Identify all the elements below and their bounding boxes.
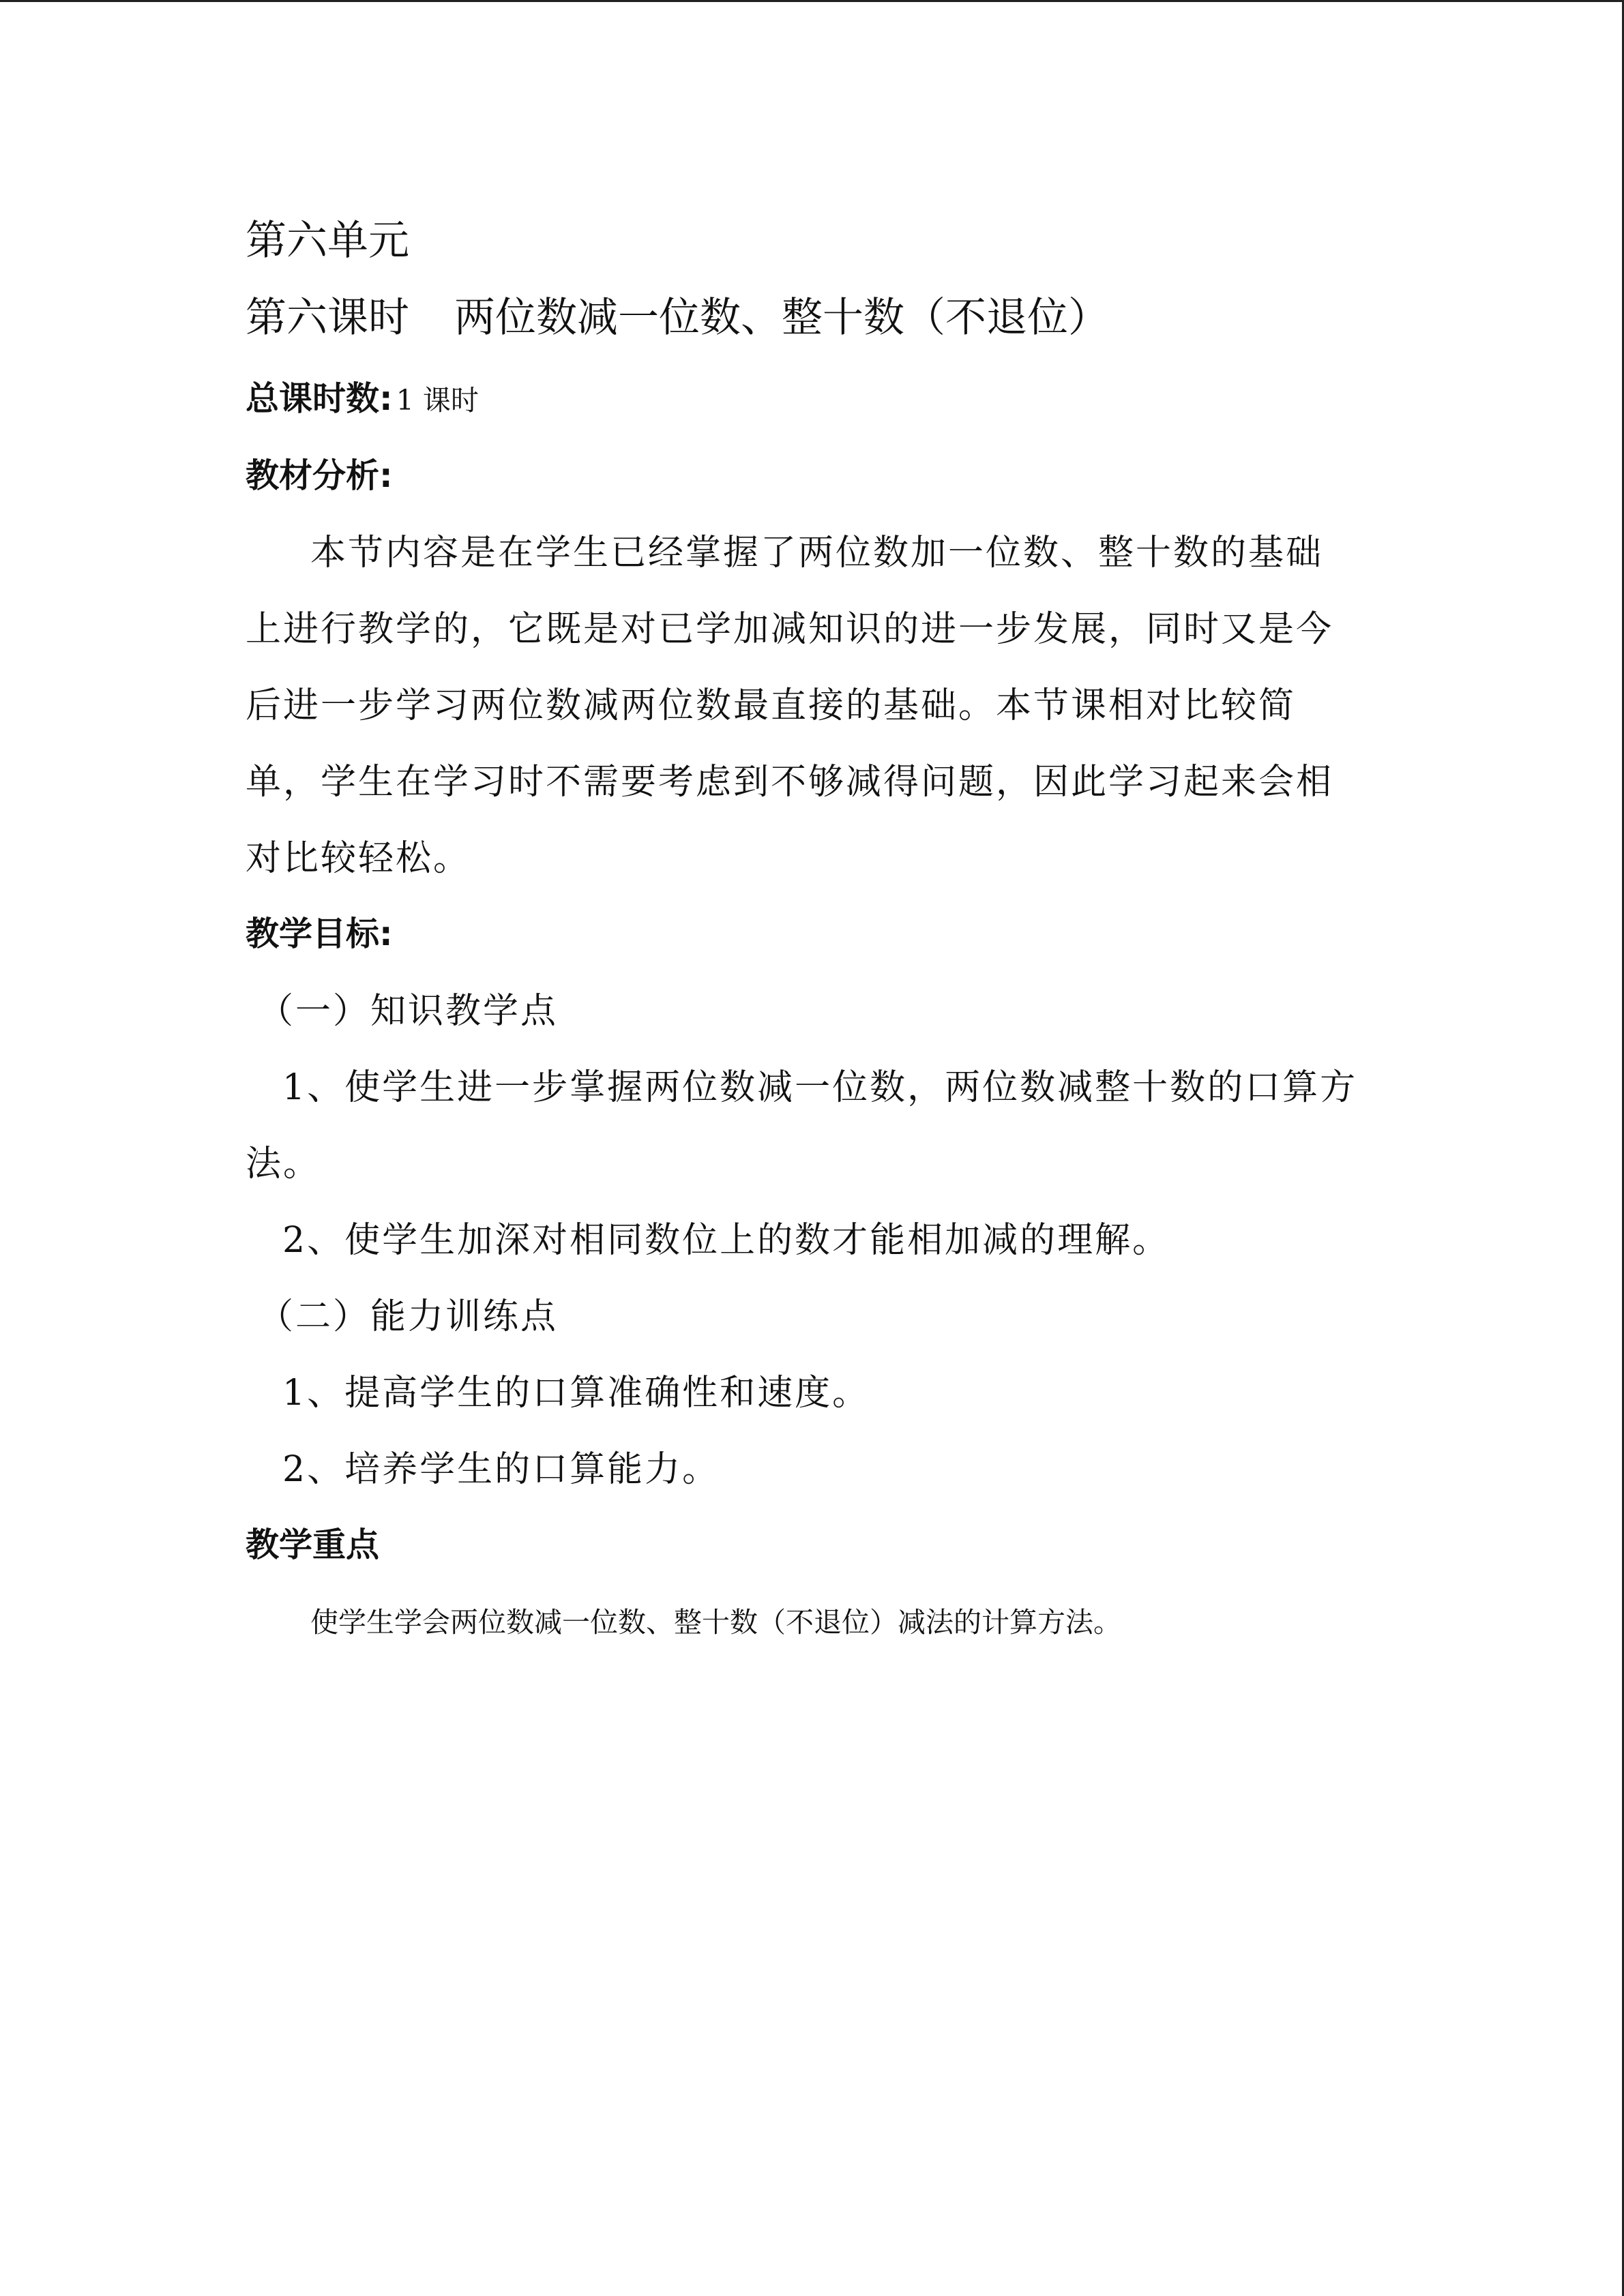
analysis-line: 上进行教学的，它既是对已学加减知识的进一步发展，同时又是今 [246, 609, 1334, 650]
key-points-heading: 教学重点 [246, 1525, 380, 1564]
teaching-goals-heading: 教学目标: [246, 914, 393, 953]
total-hours-label: 总课时数: [246, 379, 393, 418]
knowledge-item: 法。 [246, 1144, 321, 1184]
ability-item: 1、提高学生的口算准确性和速度。 [282, 1373, 870, 1414]
lesson-name: 两位数减一位数、整十数（不退位） [454, 294, 1109, 342]
knowledge-item: 1、使学生进一步掌握两位数减一位数，两位数减整十数的口算方 [282, 1067, 1358, 1108]
lesson-title [246, 294, 1109, 342]
total-hours-value: 1 课时 [396, 384, 479, 417]
ability-heading: （二）能力训练点 [258, 1296, 559, 1337]
unit-title: 第六单元 [246, 217, 409, 265]
ability-item: 2、培养学生的口算能力。 [282, 1449, 720, 1490]
lesson-number: 第六课时 [246, 294, 409, 342]
total-hours [246, 379, 479, 418]
analysis-line: 对比较轻松。 [246, 838, 471, 879]
material-analysis-heading: 教材分析: [246, 456, 393, 495]
analysis-line: 本节内容是在学生已经掌握了两位数加一位数、整十数的基础 [310, 533, 1324, 573]
key-points-text: 使学生学会两位数减一位数、整十数（不退位）减法的计算方法。 [310, 1606, 1121, 1639]
analysis-line: 后进一步学习两位数减两位数最直接的基础。本节课相对比较简 [246, 685, 1297, 726]
analysis-line: 单，学生在学习时不需要考虑到不够减得问题，因此学习起来会相 [246, 762, 1334, 803]
knowledge-heading: （一）知识教学点 [258, 991, 559, 1032]
knowledge-item: 2、使学生加深对相同数位上的数才能相加减的理解。 [282, 1220, 1170, 1261]
